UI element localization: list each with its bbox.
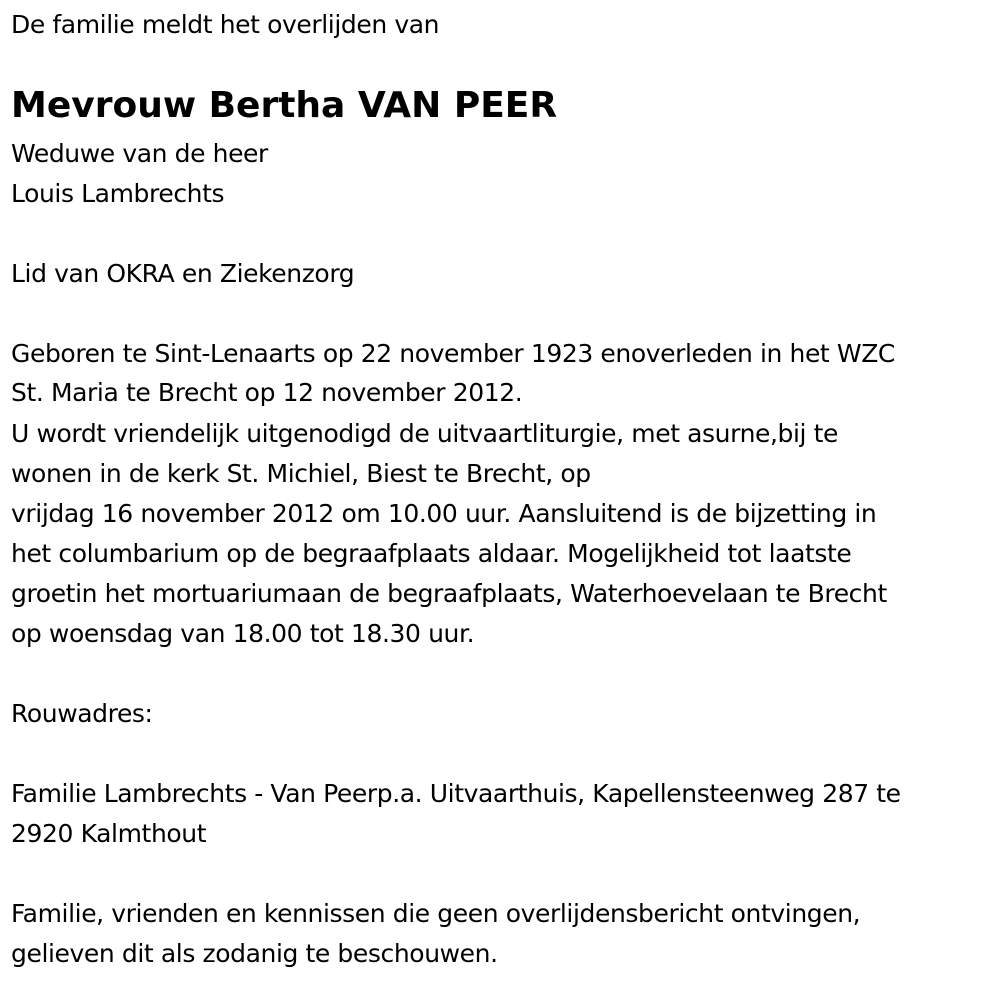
details-line: op woensdag van 18.00 tot 18.30 uur.	[11, 619, 475, 648]
details-line: het columbarium op de begraafplaats aldaar. Mogelijkheid tot laatste	[11, 539, 852, 568]
details-line: U wordt vriendelijk uitgenodigd de uitvaartliturgie, met asurne,bij te	[11, 419, 839, 448]
details-line: vrijdag 16 november 2012 om 10.00 uur. Aansluitend is de bijzetting in	[11, 499, 877, 528]
details-line: Geboren te Sint-Lenaarts op 22 november 1923 enoverleden in het WZC	[11, 339, 895, 368]
relation-line-2: Louis Lambrechts	[11, 179, 225, 208]
deceased-name: Mevrouw Bertha VAN PEER	[11, 85, 558, 126]
membership-text: Lid van OKRA en Ziekenzorg	[11, 259, 355, 288]
address-line-2: 2920 Kalmthout	[11, 819, 207, 848]
details-line: wonen in de kerk St. Michiel, Biest te Brecht, op	[11, 459, 591, 488]
address-label: Rouwadres:	[11, 699, 153, 728]
details-line: St. Maria te Brecht op 12 november 2012.	[11, 378, 523, 407]
intro-text: De familie meldt het overlijden van	[11, 10, 440, 39]
address-line-1: Familie Lambrechts - Van Peerp.a. Uitvaarthuis, Kapellensteenweg 287 te	[11, 779, 901, 808]
relation-line-1: Weduwe van de heer	[11, 139, 268, 168]
closing-line-1: Familie, vrienden en kennissen die geen overlijdensbericht ontvingen,	[11, 899, 861, 928]
details-line: groetin het mortuariumaan de begraafplaats, Waterhoevelaan te Brecht	[11, 579, 887, 608]
closing-line-2: gelieven dit als zodanig te beschouwen.	[11, 939, 498, 968]
